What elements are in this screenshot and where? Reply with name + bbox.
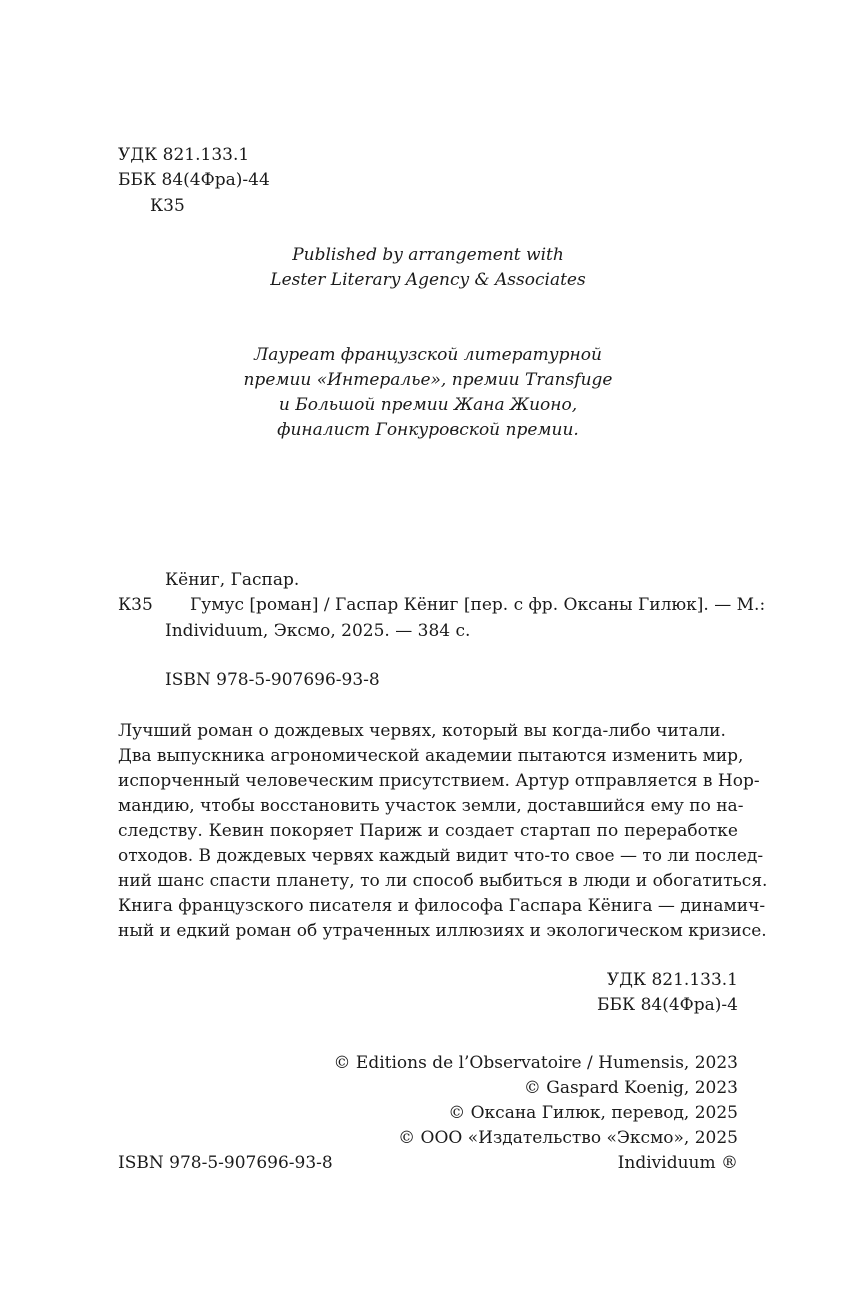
annotation-line: отходов. В дождевых червях каждый видит что-то свое — то ли послед- [118, 846, 764, 866]
laureate-line-3: и Большой премии Жана Жионо, [278, 395, 578, 415]
copyright-line-3: © Оксана Гилюк, перевод, 2025 [448, 1103, 738, 1123]
annotation-line: испорченный человеческим присутствием. Артур отправляется в Нор- [118, 771, 760, 791]
copyright-line-1: © Editions de l’Observatoire / Humensis, 2023 [333, 1053, 738, 1073]
annotation-line: Лучший роман о дождевых червях, который вы когда-либо читали. [118, 721, 726, 741]
copyright-line-4: © ООО «Издательство «Эксмо», 2025 [398, 1128, 738, 1148]
copyright-line-2: © Gaspard Koenig, 2023 [523, 1078, 738, 1098]
publication-note-line-1: Published by arrangement with [292, 245, 564, 265]
footer-isbn: ISBN 978-5-907696-93-8 [118, 1153, 333, 1173]
bottom-bbk: ББК 84(4Фра)-4 [597, 995, 738, 1015]
annotation-line: мандию, чтобы восстановить участок земли, доставшийся ему по на- [118, 796, 744, 816]
catalog-isbn: ISBN 978-5-907696-93-8 [165, 670, 380, 690]
laureate-line-2: премии «Интералье», премии Transfuge [243, 370, 613, 390]
bbk-code: ББК 84(4Фра)-44 [118, 170, 270, 190]
laureate-line-1: Лауреат французской литературной [254, 345, 602, 365]
udk-code: УДК 821.133.1 [118, 145, 250, 165]
catalog-title-line-1: Гумус [роман] / Гаспар Кёниг [пер. с фр. Оксаны Гилюк]. — М.: [190, 595, 766, 615]
copyright-line-5: Individuum ® [617, 1153, 738, 1173]
laureate-line-4: финалист Гонкуровской премии. [277, 420, 579, 440]
annotation-line: ный и едкий роман об утраченных иллюзиях и экологическом кризисе. [118, 921, 767, 941]
publication-note-line-2: Lester Literary Agency & Associates [270, 270, 586, 290]
catalog-mark: К35 [118, 595, 153, 615]
annotation-line: следству. Кевин покоряет Париж и создает стартап по переработке [118, 821, 738, 841]
catalog-title-line-2: Individuum, Эксмо, 2025. — 384 с. [165, 621, 471, 641]
bottom-udk: УДК 821.133.1 [606, 970, 738, 990]
annotation-paragraph [118, 719, 768, 944]
annotation-line: ний шанс спасти планету, то ли способ выбиться в люди и обогатиться. [118, 871, 768, 891]
catalog-author: Кёниг, Гаспар. [165, 570, 300, 590]
annotation-line: Книга французского писателя и философа Гаспара Кёнига — динамич- [118, 896, 766, 916]
author-mark: К35 [150, 196, 185, 216]
annotation-line: Два выпускника агрономической академии пытаются изменить мир, [118, 746, 744, 766]
